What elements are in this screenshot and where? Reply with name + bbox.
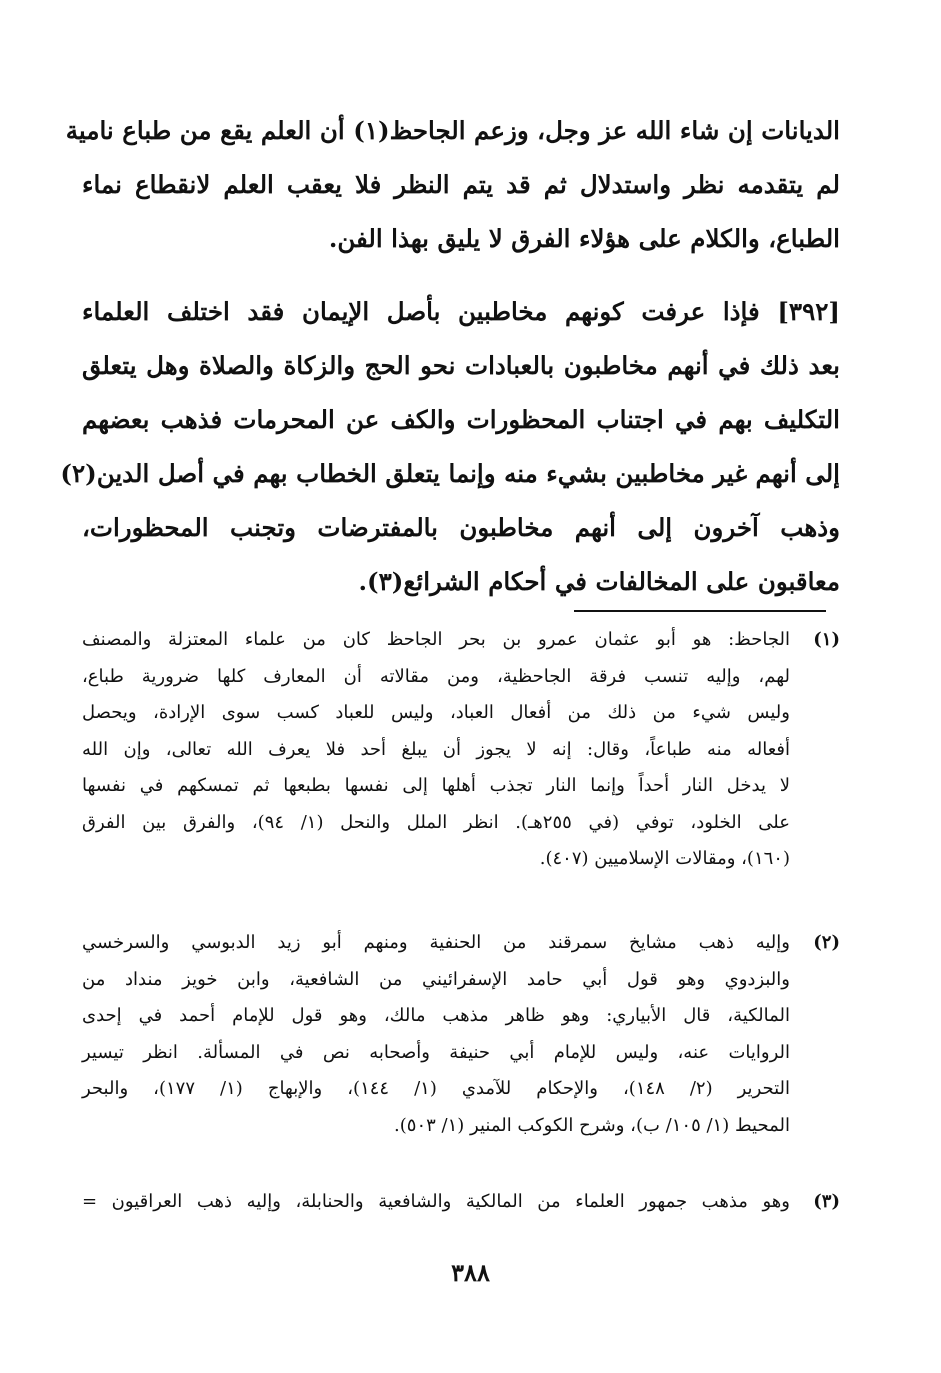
footnote-line: لا يدخل النار أحداً وإنما النار تجذب أهلها إلى نفسها بطبعها ثم تمسكهم في نفسها [82, 775, 790, 796]
main-paragraph-2 [60, 285, 840, 609]
text-line: [٣٩٢] فإذا عرفت كونهم مخاطبين بأصل الإيمان فقد اختلف العلماء [82, 297, 840, 326]
footnote-body [82, 1184, 790, 1221]
footnote-line: التحرير (٢/ ١٤٨)، والإحكام للآمدي (١/ ١٤٤)، والإبهاج (١/ ١٧٧)، والبحر [82, 1078, 791, 1099]
footnote-line: وإليه ذهب مشايخ سمرقند من الحنفية ومنهم أبو زيد الدبوسي والسرخسي [82, 932, 790, 953]
footnote-line: المالكية، قال الأبياري: وهو ظاهر مذهب مالك، وهو قول للإمام أحمد في إحدى [82, 1005, 790, 1026]
footnote-number: (١) [813, 629, 840, 650]
footnote-line: وليس شيء من ذلك من أفعال العباد، وليس للعباد كسب سوى الإرادة، ويحصل [82, 702, 790, 723]
text-line: معاقبون على المخالفات في أحكام الشرائع(٣). [358, 567, 840, 596]
footnote-separator [574, 610, 826, 612]
text-line: إلى أنهم غير مخاطبين بشيء منه وإنما يتعلق الخطاب بهم في أصل الدين(٢) [60, 459, 840, 488]
footnote-line: والبزدوي وهو قول أبي حامد الإسفرائيني من الشافعية، وابن خويز منداد من [82, 968, 790, 990]
page-number: ٣٨٨ [451, 1258, 490, 1287]
footnote-line: الروايات عنه، وليس للإمام أبي حنيفة وأصحابه نص في المسألة. انظر تيسير [82, 1041, 790, 1063]
footnote-line: المحيط (١/ ١٠٥/ ب)، وشرح الكوكب المنير (١/ ٥٠٣). [394, 1114, 790, 1136]
main-paragraph-1 [65, 104, 840, 266]
footnote-body [82, 925, 790, 1144]
footnote-number: (٢) [813, 932, 840, 953]
text-line: لم يتقدمه نظر واستدلال ثم قد يتم النظر فلا يعقب العلم لانقطاع نماء [82, 170, 840, 199]
footnote-line: وهو مذهب جمهور العلماء من المالكية والشافعية والحنابلة، وإليه ذهب العراقيون = [82, 1191, 790, 1212]
footnote-number: (٣) [813, 1191, 840, 1212]
footnote-line: الجاحظ: هو أبو عثمان عمرو بن بحر الجاحظ كان من علماء المعتزلة والمصنف [82, 629, 790, 650]
text-line: بعد ذلك في أنهم مخاطبون بالعبادات نحو الحج والزكاة والصلاة وهل يتعلق [82, 351, 840, 380]
footnote-body [82, 622, 790, 878]
footnote-line: (١٦٠)، ومقالات الإسلاميين (٤٠٧). [539, 848, 790, 869]
text-line: الطباع، والكلام على هؤلاء الفرق لا يليق بهذا الفن. [328, 224, 840, 253]
text-line: التكليف بهم في اجتناب المحظورات والكف عن المحرمات فذهب بعضهم [82, 405, 840, 434]
text-line: الديانات إن شاء الله عز وجل، وزعم الجاحظ(١) أن العلم يقع من طباع نامية [65, 116, 840, 145]
text-line: وذهب آخرون إلى أنهم مخاطبون بالمفترضات وتجنب المحظورات، [82, 513, 840, 542]
footnote-line: لهم، وإليه تنسب فرقة الجاحظية، ومن مقالاته أن المعارف كلها ضرورية طباع، [82, 665, 790, 687]
footnote-line: على الخلود، توفي (في ٢٥٥هـ). انظر الملل والنحل (١/ ٩٤)، والفرق بين الفرق [82, 811, 790, 833]
footnote-line: أفعاله منه طباعاً، وقال: إنه لا يجوز أن يبلغ أحد فلا يعرف الله تعالى، وإن الله [82, 738, 790, 760]
